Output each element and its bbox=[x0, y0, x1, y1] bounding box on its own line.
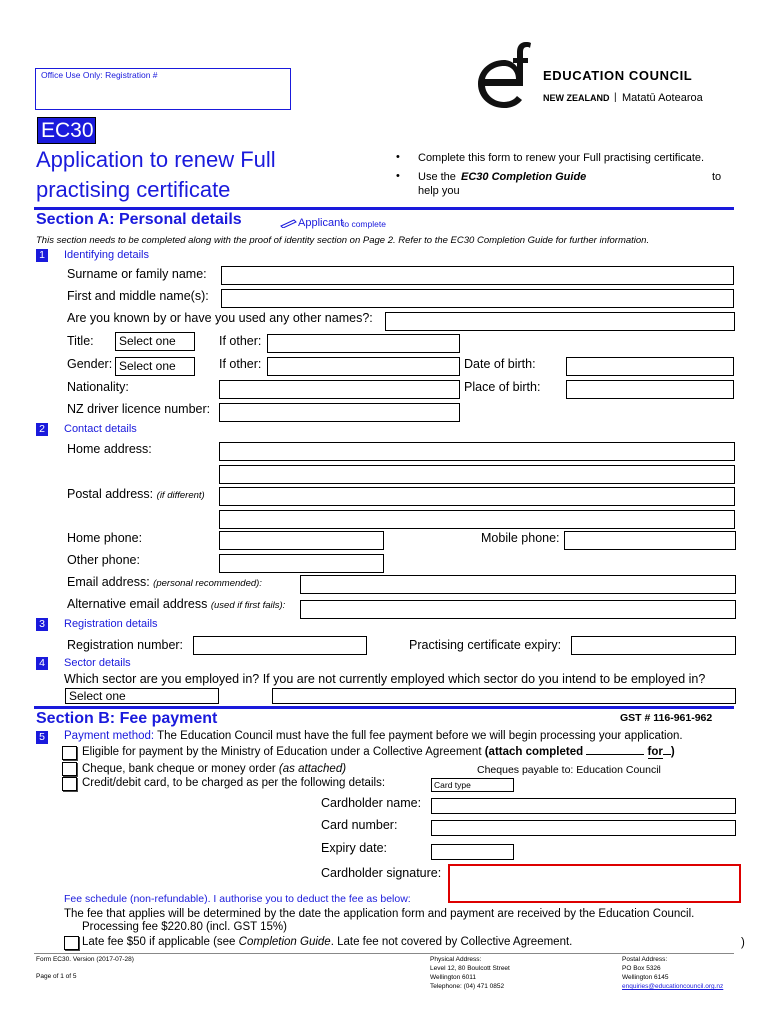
signature-box[interactable] bbox=[448, 864, 741, 903]
late-fee-pre: Late fee $50 if applicable (see bbox=[82, 936, 236, 948]
cheque-option-note: (as attached) bbox=[278, 763, 347, 775]
section-b-rule bbox=[34, 706, 734, 709]
email-text: Email address: bbox=[67, 575, 150, 589]
form-code: EC30 bbox=[41, 119, 94, 142]
home-address-input-1[interactable] bbox=[219, 442, 735, 461]
card-expiry-label: Expiry date: bbox=[321, 841, 388, 855]
home-phone-input[interactable] bbox=[219, 531, 384, 550]
surname-label: Surname or family name: bbox=[67, 267, 207, 281]
post-line-2: Wellington 6145 bbox=[622, 974, 669, 981]
cheques-payable: Cheques payable to: Education Council bbox=[477, 764, 661, 776]
home-address-input-2[interactable] bbox=[219, 465, 735, 484]
registration-heading: Registration details bbox=[64, 618, 158, 630]
surname-input[interactable] bbox=[221, 266, 734, 285]
bullet-2-to: to bbox=[712, 171, 722, 183]
postal-address-input-2[interactable] bbox=[219, 510, 735, 529]
logo-name: EDUCATION COUNCIL bbox=[543, 68, 693, 83]
first-name-input[interactable] bbox=[221, 289, 734, 308]
payment-method-line bbox=[64, 730, 683, 742]
physical-address bbox=[430, 955, 510, 991]
sector-select[interactable]: Select one bbox=[65, 688, 219, 704]
section-a-title: Section A: Personal details bbox=[36, 211, 242, 228]
nationality-label: Nationality: bbox=[67, 380, 129, 394]
nationality-input[interactable] bbox=[219, 380, 460, 399]
moe-option-text: Eligible for payment by the Ministry of Education under a Collective Agreement bbox=[82, 746, 485, 758]
bullet-2-post: help you bbox=[418, 185, 460, 197]
fee-text: The fee that applies will be determined by the date the application form and payment are received by the Education Council. bbox=[64, 908, 695, 920]
footer-rule bbox=[34, 953, 734, 954]
first-name-label: First and middle name(s): bbox=[67, 289, 209, 303]
bullet-dot-icon: • bbox=[396, 170, 400, 182]
logo-sub-left: NEW ZEALAND bbox=[543, 93, 610, 103]
postal-address-text: Postal address: bbox=[67, 487, 154, 501]
section-b-title: Section B: Fee payment bbox=[36, 710, 218, 727]
late-fee-option bbox=[82, 936, 572, 948]
title-other-input[interactable] bbox=[267, 334, 460, 353]
if-other-title-label: If other: bbox=[219, 334, 262, 348]
licence-label: NZ driver licence number: bbox=[67, 402, 211, 416]
post-line-1: PO Box 5326 bbox=[622, 965, 661, 972]
other-phone-label: Other phone: bbox=[67, 553, 140, 567]
other-names-input[interactable] bbox=[385, 312, 735, 331]
phys-line-1: Level 12, 80 Boulcott Street bbox=[430, 965, 510, 972]
card-number-input[interactable] bbox=[431, 820, 736, 836]
page-number: Page of 1 of 5 bbox=[36, 973, 77, 980]
pob-label: Place of birth: bbox=[464, 380, 541, 394]
title-select[interactable]: Select one bbox=[115, 332, 195, 351]
mobile-phone-label: Mobile phone: bbox=[481, 531, 560, 545]
section-a-rule bbox=[34, 207, 734, 210]
cardholder-name-label: Cardholder name: bbox=[321, 796, 422, 810]
bullet-2-pre: Use the bbox=[418, 171, 456, 183]
step-4-badge: 4 bbox=[36, 657, 48, 670]
moe-option bbox=[82, 745, 675, 758]
cardholder-name-input[interactable] bbox=[431, 798, 736, 814]
postal-address-input-1[interactable] bbox=[219, 487, 735, 506]
cheque-option bbox=[82, 763, 346, 775]
pencil-icon bbox=[280, 218, 298, 228]
alt-email-note: (used if first fails): bbox=[210, 600, 286, 611]
pc-expiry-input[interactable] bbox=[571, 636, 736, 655]
form-code-badge bbox=[37, 117, 96, 144]
email-input[interactable] bbox=[300, 575, 736, 594]
bullet-1-text: Complete this form to renew your Full practising certificate. bbox=[418, 152, 705, 164]
card-number-label: Card number: bbox=[321, 818, 398, 832]
moe-form-blank-2 bbox=[663, 745, 671, 755]
sector-heading: Sector details bbox=[64, 657, 131, 669]
title-line-2: practising certificate bbox=[36, 177, 231, 202]
title-label: Title: bbox=[67, 334, 94, 348]
moe-option-close: ) bbox=[670, 746, 675, 758]
reg-number-input[interactable] bbox=[193, 636, 367, 655]
moe-checkbox[interactable] bbox=[62, 746, 77, 760]
gender-other-input[interactable] bbox=[267, 357, 460, 376]
completion-guide-ref: EC30 Completion Guide bbox=[461, 171, 587, 183]
phys-line-3: Telephone: (04) 471 0852 bbox=[430, 983, 505, 990]
late-fee-guide: Completion Guide bbox=[238, 936, 331, 948]
cheque-option-text: Cheque, bank cheque or money order bbox=[82, 763, 276, 775]
applicant-label: Applicant bbox=[298, 217, 344, 229]
payment-method-text: The Education Council must have the full fee payment before we will begin processing your application. bbox=[157, 730, 683, 742]
applicant-note: to complete bbox=[342, 219, 386, 229]
home-address-label: Home address: bbox=[67, 442, 152, 456]
home-phone-label: Home phone: bbox=[67, 531, 143, 545]
late-fee-close: ) bbox=[741, 937, 745, 949]
ef-logo-icon bbox=[470, 38, 540, 108]
email-note: (personal recommended): bbox=[153, 578, 262, 589]
mobile-phone-input[interactable] bbox=[564, 531, 736, 550]
gender-label: Gender: bbox=[67, 357, 113, 371]
late-fee-post: . Late fee not covered by Collective Agreement. bbox=[330, 936, 573, 948]
card-type-select[interactable]: Card type bbox=[431, 778, 514, 792]
sector-question: Which sector are you employed in? If you are not currently employed which sector do you intend to be employed in? bbox=[64, 672, 706, 686]
moe-option-attach: (attach completed bbox=[484, 746, 584, 758]
payment-method-label: Payment method: bbox=[64, 730, 155, 742]
reg-number-label: Registration number: bbox=[67, 638, 184, 652]
post-email-link[interactable]: enquiries@educationcouncil.org.nz bbox=[622, 983, 724, 990]
step-3-badge: 3 bbox=[36, 618, 48, 631]
pc-expiry-label: Practising certificate expiry: bbox=[409, 638, 562, 652]
gender-select[interactable]: Select one bbox=[115, 357, 195, 376]
section-a-intro: This section needs to be completed along with the proof of identity section on Page 2. Refer to the EC30 Completion Guide for further information. bbox=[36, 235, 650, 246]
processing-fee: Processing fee $220.80 (incl. GST 15%) bbox=[82, 921, 287, 933]
postal-address-footer bbox=[622, 955, 723, 991]
step-1-badge: 1 bbox=[36, 249, 48, 262]
card-option: Credit/debit card, to be charged as per the following details: bbox=[82, 777, 386, 789]
pob-input[interactable] bbox=[566, 380, 734, 399]
alt-email-text: Alternative email address bbox=[67, 597, 208, 611]
dob-label: Date of birth: bbox=[464, 357, 536, 371]
signature-label: Cardholder signature: bbox=[321, 866, 442, 880]
phys-head: Physical Address: bbox=[430, 956, 482, 963]
form-version: Form EC30. Version (2017-07-28) bbox=[36, 956, 134, 963]
dob-input[interactable] bbox=[566, 357, 734, 376]
alt-email-input[interactable] bbox=[300, 600, 736, 619]
logo-sub-sep: | bbox=[614, 92, 617, 103]
gst-number: GST # 116-961-962 bbox=[620, 712, 713, 724]
postal-address-note: (if different) bbox=[156, 490, 205, 501]
logo-sub-right: Matatū Aotearoa bbox=[622, 92, 703, 104]
if-other-gender-label: If other: bbox=[219, 357, 262, 371]
moe-option-for: for bbox=[647, 746, 663, 758]
education-council-logo bbox=[470, 38, 730, 108]
licence-input[interactable] bbox=[219, 403, 460, 422]
moe-form-blank bbox=[586, 745, 644, 755]
post-head: Postal Address: bbox=[622, 956, 668, 963]
bullet-dot-icon: • bbox=[396, 151, 400, 163]
late-fee-checkbox[interactable] bbox=[64, 936, 79, 950]
phys-line-2: Wellington 6011 bbox=[430, 974, 477, 981]
postal-address-label bbox=[67, 487, 205, 501]
title-line-1: Application to renew Full bbox=[36, 147, 276, 172]
card-checkbox[interactable] bbox=[62, 777, 77, 791]
other-names-label: Are you known by or have you used any other names?: bbox=[67, 311, 373, 325]
cheque-checkbox[interactable] bbox=[62, 762, 77, 776]
page-title bbox=[36, 145, 276, 205]
step-5-badge: 5 bbox=[36, 731, 48, 744]
alt-email-label bbox=[67, 597, 285, 611]
step-2-badge: 2 bbox=[36, 423, 48, 436]
identifying-heading: Identifying details bbox=[64, 249, 149, 261]
fee-schedule: Fee schedule (non-refundable). I authorise you to deduct the fee as below: bbox=[64, 893, 411, 905]
office-use-label: Office Use Only: Registration # bbox=[41, 70, 158, 80]
office-use-box[interactable] bbox=[35, 68, 291, 110]
email-label bbox=[67, 575, 262, 589]
sector-other-input[interactable] bbox=[272, 688, 736, 704]
contact-heading: Contact details bbox=[64, 423, 137, 435]
other-phone-input[interactable] bbox=[219, 554, 384, 573]
card-expiry-input[interactable] bbox=[431, 844, 514, 860]
